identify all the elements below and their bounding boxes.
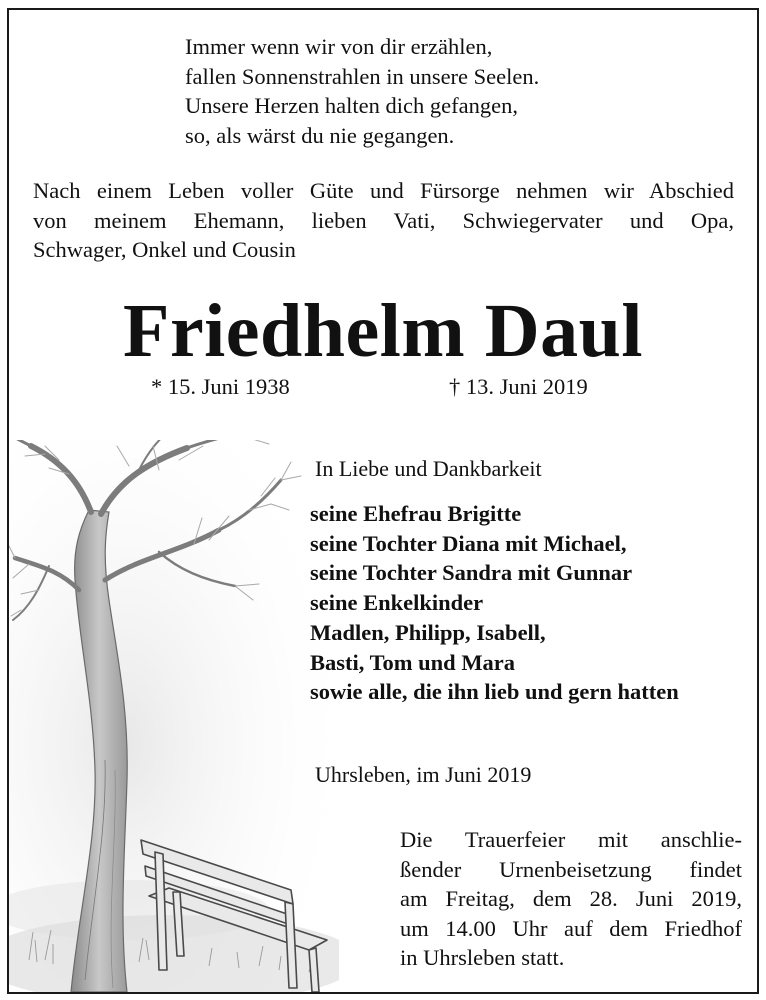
intro-line: von meinem Ehemann, lieben Vati, Schwiegervater und Opa, xyxy=(33,207,734,233)
mourner-line: seine Enkelkinder xyxy=(310,590,484,616)
service-line: am Freitag, dem 28. Juni 2019, xyxy=(400,886,742,911)
dedication: In Liebe und Dankbarkeit xyxy=(315,456,542,481)
poem-line: so, als wärst du nie gegangen. xyxy=(185,122,455,148)
service-line: ßender Urnenbeisetzung findet xyxy=(400,856,742,882)
poem-line: Immer wenn wir von dir erzählen, xyxy=(185,34,493,59)
death-date: † 13. Juni 2019 xyxy=(449,374,588,399)
service-line: Die Trauerfeier mit anschlie- xyxy=(400,827,742,852)
place-date: Uhrsleben, im Juni 2019 xyxy=(315,762,532,787)
tree-and-bench-sketch-icon xyxy=(9,440,339,992)
service-line: in Uhrsleben statt. xyxy=(400,945,565,970)
mourner-line: seine Ehefrau Brigitte xyxy=(310,501,522,526)
mourner-line: sowie alle, die ihn lieb und gern hatten xyxy=(310,679,679,705)
intro-line: Schwager, Onkel und Cousin xyxy=(33,237,296,262)
mourner-line: Madlen, Philipp, Isabell, xyxy=(310,619,546,645)
poem xyxy=(185,32,539,150)
mourners-list xyxy=(310,499,679,707)
deceased-name: Friedhelm Daul xyxy=(123,289,643,373)
obituary-notice xyxy=(7,8,759,994)
mourner-line: seine Tochter Sandra mit Gunnar xyxy=(310,560,633,586)
poem-line: Unsere Herzen halten dich gefangen, xyxy=(185,93,518,118)
birth-date: * 15. Juni 1938 xyxy=(151,374,290,399)
intro-line: Nach einem Leben voller Güte und Fürsorge nehmen wir Abschied xyxy=(33,178,734,203)
intro-paragraph xyxy=(33,176,734,265)
mourner-line: seine Tochter Diana mit Michael, xyxy=(310,530,627,556)
poem-line: fallen Sonnenstrahlen in unsere Seelen. xyxy=(185,63,540,89)
service-line: um 14.00 Uhr auf dem Friedhof xyxy=(400,915,742,941)
service-info xyxy=(400,825,742,973)
mourner-line: Basti, Tom und Mara xyxy=(310,649,516,675)
